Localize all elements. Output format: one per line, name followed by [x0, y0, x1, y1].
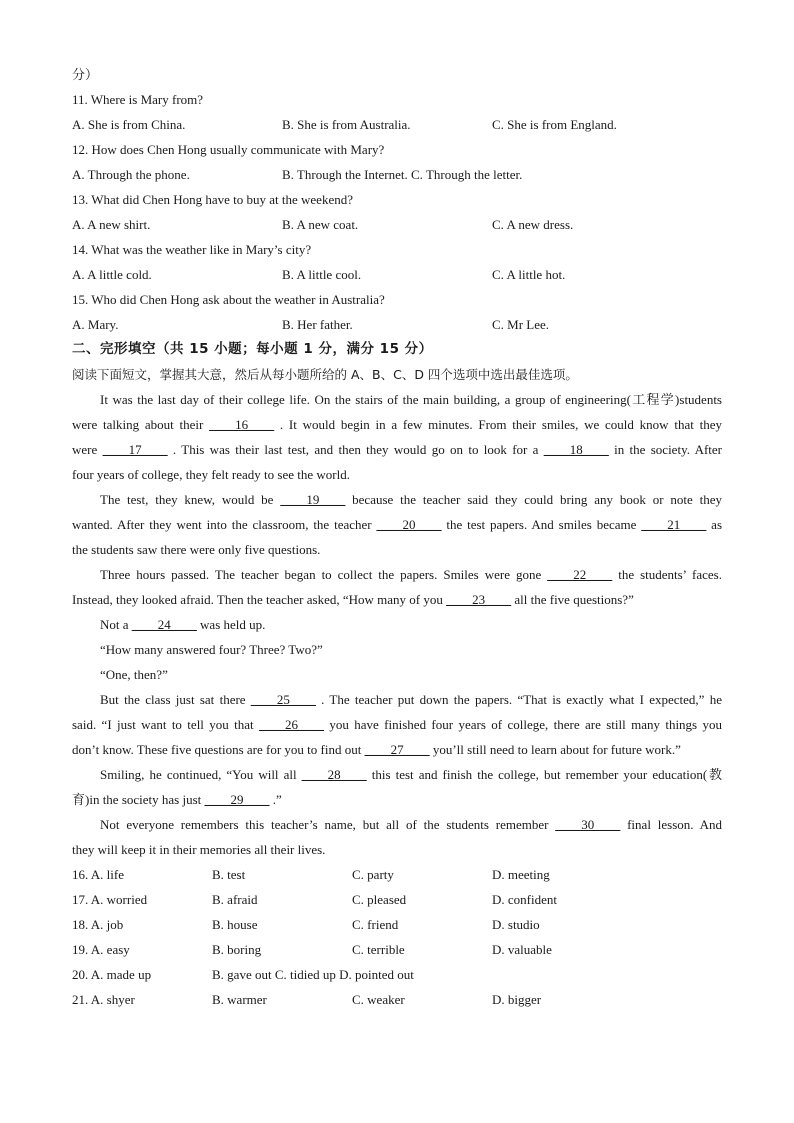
- option-row-17: [72, 887, 722, 912]
- passage-line: wanted. After they went into the classroom, the teacher ____20____ the test papers. And smiles became ____21____ as: [72, 517, 722, 532]
- option-b: B. A little cool.: [282, 267, 362, 282]
- option-b: B. afraid: [212, 892, 258, 907]
- blank-19: ____19____: [280, 492, 346, 507]
- option-d: D. meeting: [492, 867, 550, 882]
- question-text: 11. Where is Mary from?: [72, 92, 204, 107]
- passage-line: were ____17____ . This was their last test, and then they would go on to look for a ____18____ in the society. After: [72, 442, 722, 457]
- option-b: B. warmer: [212, 992, 267, 1007]
- blank-22: ____22____: [547, 567, 613, 582]
- answer-options: [72, 262, 722, 287]
- cloze-options: [72, 862, 722, 1012]
- blank-25: ____25____: [250, 692, 316, 707]
- blank-16: ____16____: [209, 417, 275, 432]
- answer-options: [72, 162, 722, 187]
- answer-options: [72, 112, 722, 137]
- option-row-20: [72, 962, 722, 987]
- blank-27: ____27____: [364, 742, 430, 757]
- section-instruction: 阅读下面短文，掌握其大意，然后从每小题所给的 A、B、C、D 四个选项中选出最佳选项。: [72, 367, 578, 382]
- option-row-21: [72, 987, 722, 1012]
- option-d: D. valuable: [492, 942, 552, 957]
- answer-options: [72, 312, 722, 337]
- option-d: D. confident: [492, 892, 557, 907]
- option-c: C. She is from England.: [492, 117, 617, 132]
- option-row-18: [72, 912, 722, 937]
- option-c: C. A little hot.: [492, 267, 566, 282]
- question-text: 14. What was the weather like in Mary’s city?: [72, 242, 312, 257]
- passage-line: they will keep it in their memories all their lives.: [72, 842, 326, 857]
- option-b: B. house: [212, 917, 258, 932]
- listening-question-11: [72, 87, 722, 137]
- exam-page: [72, 62, 722, 1012]
- option-a: A. Mary.: [72, 317, 119, 332]
- option-b: B. boring: [212, 942, 262, 957]
- passage-line: “One, then?”: [100, 667, 168, 682]
- option-d: D. bigger: [492, 992, 542, 1007]
- page-fragment: 分）: [72, 67, 99, 82]
- passage-line: were talking about their ____16____ . It would begin in a few minutes. From their smiles, we could know that they: [72, 417, 722, 432]
- blank-18: ____18____: [543, 442, 609, 457]
- option-a: 20. A. made up: [72, 967, 152, 982]
- blank-21: ____21____: [641, 517, 707, 532]
- passage-line: Three hours passed. The teacher began to collect the papers. Smiles were gone ____22____ the students’ faces.: [100, 567, 722, 582]
- passage-line: It was the last day of their college life. On the stairs of the main building, a group of engineering(工程学)students: [100, 392, 722, 407]
- passage-line: said. “I just want to tell you that ____26____ you have finished four years of college, there are still many things you: [72, 717, 722, 732]
- option-a: A. A new shirt.: [72, 217, 151, 232]
- blank-23: ____23____: [446, 592, 512, 607]
- option-b: B. A new coat.: [282, 217, 359, 232]
- answer-options: [72, 212, 722, 237]
- option-a: 19. A. easy: [72, 942, 130, 957]
- passage-line: don’t know. These five questions are for you to find out ____27____ you’ll still need to learn about for future work.”: [72, 742, 681, 757]
- blank-30: ____30____: [555, 817, 621, 832]
- option-row-19: [72, 937, 722, 962]
- blank-26: ____26____: [259, 717, 325, 732]
- passage-line: the students saw there were only five questions.: [72, 542, 321, 557]
- option-b: B. gave out C. tidied up D. pointed out: [212, 967, 414, 982]
- blank-28: ____28____: [301, 767, 367, 782]
- section-title: 二、完形填空（共 15 小题；每小题 1 分，满分 15 分）: [72, 341, 433, 357]
- option-c: C. terrible: [352, 942, 405, 957]
- listening-question-12: [72, 137, 722, 187]
- blank-17: ____17____: [102, 442, 168, 457]
- option-c: C. party: [352, 867, 394, 882]
- passage-line: Instead, they looked afraid. Then the teacher asked, “How many of you ____23____ all the five questions?”: [72, 592, 634, 607]
- blank-20: ____20____: [376, 517, 442, 532]
- option-a: 17. A. worried: [72, 892, 148, 907]
- listening-question-14: [72, 237, 722, 287]
- passage-line: four years of college, they felt ready to see the world.: [72, 467, 350, 482]
- question-text: 12. How does Chen Hong usually communicate with Mary?: [72, 142, 385, 157]
- option-a: 16. A. life: [72, 867, 124, 882]
- option-b: B. Her father.: [282, 317, 353, 332]
- passage-line: Not a ____24____ was held up.: [100, 617, 266, 632]
- question-text: 15. Who did Chen Hong ask about the weather in Australia?: [72, 292, 385, 307]
- passage-line: 育)in the society has just ____29____ .”: [72, 792, 282, 807]
- blank-29: ____29____: [204, 792, 270, 807]
- option-a: A. A little cold.: [72, 267, 152, 282]
- option-c: C. Mr Lee.: [492, 317, 550, 332]
- option-b: B. She is from Australia.: [282, 117, 411, 132]
- option-b: B. Through the Internet. C. Through the letter.: [282, 167, 523, 182]
- option-c: C. friend: [352, 917, 399, 932]
- passage-line: Not everyone remembers this teacher’s name, but all of the students remember ____30____ final lesson. And: [100, 817, 722, 832]
- question-text: 13. What did Chen Hong have to buy at the weekend?: [72, 192, 353, 207]
- option-a: A. She is from China.: [72, 117, 186, 132]
- option-c: C. A new dress.: [492, 217, 574, 232]
- listening-question-13: [72, 187, 722, 237]
- passage-line: “How many answered four? Three? Two?”: [100, 642, 323, 657]
- listening-question-15: [72, 287, 722, 337]
- option-d: D. studio: [492, 917, 540, 932]
- option-a: 21. A. shyer: [72, 992, 135, 1007]
- option-c: C. pleased: [352, 892, 407, 907]
- passage-line: The test, they knew, would be ____19____ because the teacher said they could bring any book or note they: [100, 492, 722, 507]
- passage-line: But the class just sat there ____25____ . The teacher put down the papers. “That is exactly what I expected,” he: [100, 692, 722, 707]
- option-c: C. weaker: [352, 992, 405, 1007]
- option-b: B. test: [212, 867, 246, 882]
- blank-24: ____24____: [131, 617, 197, 632]
- option-a: A. Through the phone.: [72, 167, 190, 182]
- option-row-16: [72, 862, 722, 887]
- option-a: 18. A. job: [72, 917, 124, 932]
- cloze-passage: [72, 387, 722, 862]
- passage-line: Smiling, he continued, “You will all ____28____ this test and finish the college, but remember your education(教: [100, 767, 722, 782]
